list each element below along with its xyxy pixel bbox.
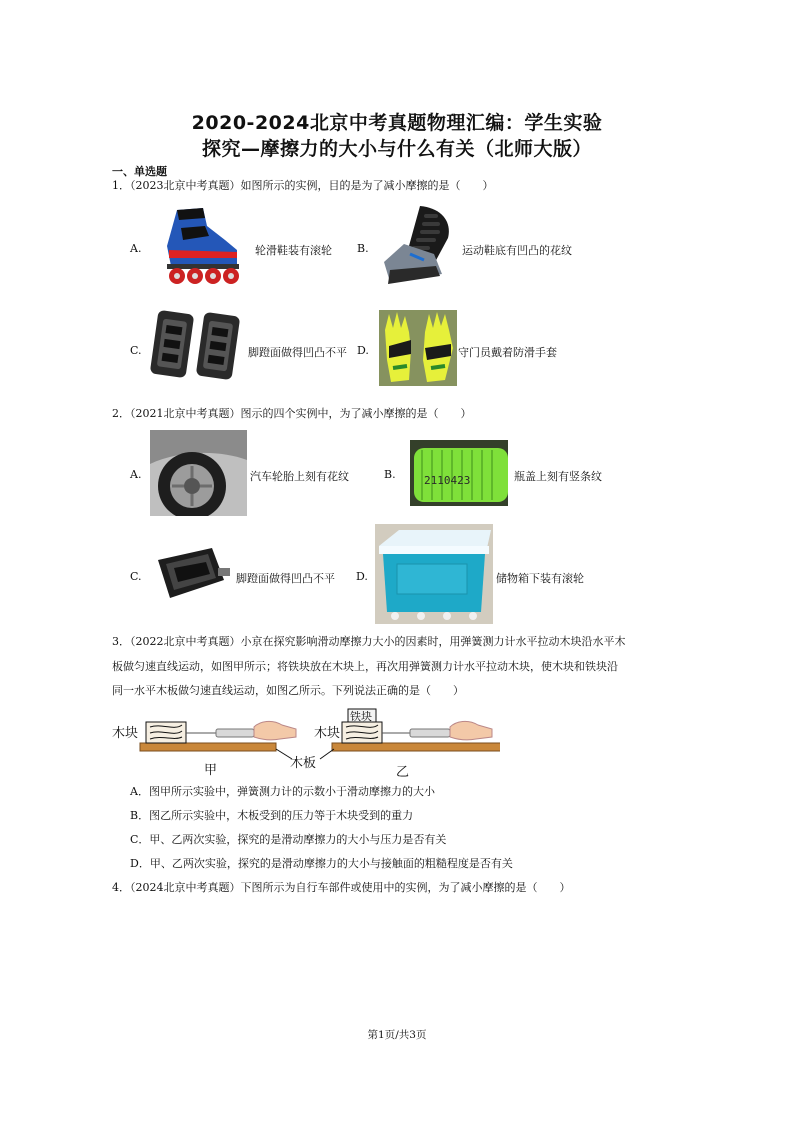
q1-option-a-text: 轮滑鞋装有滚轮 — [255, 244, 332, 257]
block-label-a: 木块 — [112, 726, 139, 741]
q2-option-d-text: 储物箱下装有滚轮 — [496, 572, 584, 585]
q1-option-a-letter: A. — [130, 242, 142, 255]
goalkeeper-gloves-image — [379, 310, 457, 386]
car-tire-image — [150, 430, 247, 516]
q3-option-d: D．甲、乙两次实验，探究的是滑动摩擦力的大小与接触面的粗糙程度是否有关 — [130, 857, 513, 870]
q1-option-d-letter: D. — [357, 344, 369, 357]
storage-box-image — [375, 524, 493, 624]
sneaker-sole-image — [380, 204, 458, 290]
roller-skate-image — [155, 206, 245, 288]
q2-option-c-text: 脚蹬面做得凹凸不平 — [236, 572, 335, 585]
q2-option-c-letter: C. — [130, 570, 142, 583]
q2-stem: 2．（2021北京中考真题）图示的四个实例中，为了减小摩擦的是（ ） — [112, 407, 472, 420]
iron-block-label: 铁块 — [350, 710, 372, 723]
section-heading: 一、单选题 — [112, 165, 167, 178]
q3-stem-line1: 3．（2022北京中考真题）小京在探究影响滑动摩擦力大小的因素时，用弹簧测力计水平拉动木块沿水平木 — [112, 635, 626, 648]
q3-stem-line3: 同一水平木板做匀速直线运动，如图乙所示。下列说法正确的是（ ） — [112, 684, 464, 697]
bottle-cap-print: 2110423 — [424, 474, 471, 487]
q2-option-b-text: 瓶盖上刻有竖条纹 — [514, 470, 602, 483]
q1-option-b-text: 运动鞋底有凹凸的花纹 — [462, 244, 572, 257]
pedals-image — [148, 306, 244, 384]
bottle-cap-image — [410, 440, 508, 506]
q3-option-a: A．图甲所示实验中，弹簧测力计的示数小于滑动摩擦力的大小 — [130, 785, 435, 798]
board-label: 木板 — [290, 756, 317, 771]
q3-option-c: C．甲、乙两次实验，探究的是滑动摩擦力的大小与压力是否有关 — [130, 833, 447, 846]
page-footer: 第1页/共3页 — [367, 1029, 427, 1041]
q2-option-d-letter: D. — [356, 570, 368, 583]
pedal-image — [152, 540, 232, 610]
page-title: 2020-2024北京中考真题物理汇编：学生实验 — [191, 112, 603, 134]
block-label-b: 木块 — [314, 726, 341, 741]
page-subtitle: 探究—摩擦力的大小与什么有关（北师大版） — [201, 138, 592, 160]
q1-option-c-letter: C. — [130, 344, 142, 357]
q3-stem-line2: 板做匀速直线运动，如图甲所示；将铁块放在木块上，再次用弹簧测力计水平拉动木块，使木块和铁块沿 — [112, 660, 618, 673]
q4-stem: 4．（2024北京中考真题）下图所示为自行车部件或使用中的实例，为了减小摩擦的是（ ） — [112, 881, 571, 894]
q1-stem: 1．（2023北京中考真题）如图所示的实例，目的是为了减小摩擦的是（ ） — [112, 179, 494, 192]
q2-option-a-letter: A. — [130, 468, 142, 481]
q1-option-c-text: 脚蹬面做得凹凸不平 — [248, 346, 347, 359]
figure-caption-b: 乙 — [396, 765, 410, 780]
q1-option-d-text: 守门员戴着防滑手套 — [458, 346, 557, 359]
q3-option-b: B．图乙所示实验中，木板受到的压力等于木块受到的重力 — [130, 809, 414, 822]
figure-caption-a: 甲 — [204, 763, 218, 778]
q2-option-b-letter: B. — [384, 468, 396, 481]
q1-option-b-letter: B. — [357, 242, 369, 255]
q2-option-a-text: 汽车轮胎上刻有花纹 — [250, 470, 349, 483]
